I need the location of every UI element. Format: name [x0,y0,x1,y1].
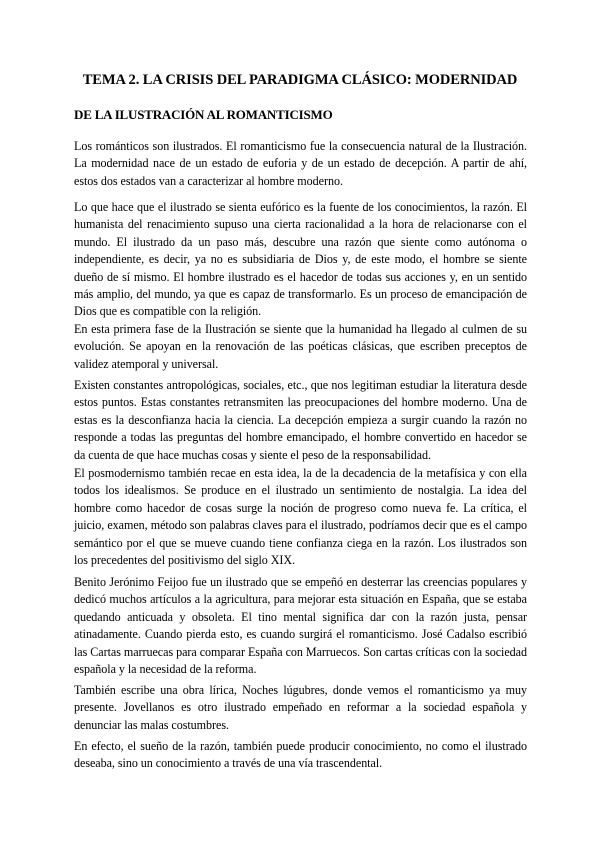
paragraph-2: Lo que hace que el ilustrado se sienta eufórico es la fuente de los conocimientos, la razón. El humanista del renacimiento supuso una cierta racionalidad a la hora de relacionarse con el mundo. El ilustrado da un paso más, descubre una razón que siente como autónoma o independiente, es decir, ya no es subsidiaria de Dios y, de este modo, el hombre se siente dueño de sí mismo. El hombre ilustrado es el hacedor de todas sus acciones y, en un sentido más amplio, del mundo, ya que es capaz de transformarlo. Es un proceso de emancipación de Dios que es compatible con la religión. [74,200,527,319]
paragraph-3: En esta primera fase de la Ilustración se siente que la humanidad ha llegado al culmen de su evolución. Se apoyan en la renovación de las poéticas clásicas, que escriben preceptos de validez atemporal y universal. [74,322,527,371]
section-heading: DE LA ILUSTRACIÓN AL ROMANTICISMO [74,107,333,122]
paragraph-6: Benito Jerónimo Feijoo fue un ilustrado que se empeñó en desterrar las creencias populares y dedicó muchos artículos a la agricultura, para mejorar esta situación en España, que se estaba quedando anticuada y obsoleta. El tino mental significa dar con la razón justa, pensar atinadamente. Cuando pierda esto, es cuando surgirá el romanticismo. José Cadalso escribió las Cartas marruecas para comparar España con Marruecos. Son cartas críticas con la sociedad española y la necesidad de la reforma. [74,575,527,677]
paragraph-4: Existen constantes antropológicas, sociales, etc., que nos legitiman estudiar la literatura desde estos puntos. Estas constantes retransmiten las preocupaciones del hombre moderno. Una de estas es la desconfianza hacia la ciencia. La decepción empieza a surgir cuando la razón no responde a todas las preguntas del hombre emancipado, el hombre convertido en hacedor se da cuenta de que hace muchas cosas y siente el peso de la responsabilidad. [74,378,527,462]
paragraph-5: El posmodernismo también recae en esta idea, la de la decadencia de la metafísica y con ella todos los idealismos. Se produce en el ilustrado un sentimiento de nostalgia. La idea del hombre como hacedor de cosas surge la noción de progreso como nueva fe. La crítica, el juicio, examen, método son palabras claves para el ilustrado, podríamos decir que es el campo semántico por el que se mueve cuando tiene confianza ciega en la razón. Los ilustrados son los precedentes del positivismo del siglo XIX. [74,466,527,568]
paragraph-1: Los románticos son ilustrados. El romanticismo fue la consecuencia natural de la Ilustración. La modernidad nace de un estado de euforia y de un estado de decepción. A partir de ahí, estos dos estados van a caracterizar al hombre moderno. [74,139,527,188]
page-title: TEMA 2. LA CRISIS DEL PARADIGMA CLÁSICO: MODERNIDAD [82,72,518,88]
paragraph-7: También escribe una obra lírica, Noches lúgubres, donde vemos el romanticismo ya muy presente. Jovellanos es otro ilustrado empeñado en reformar a la sociedad española y denunciar las malas costumbres. [74,683,527,732]
paragraph-8: En efecto, el sueño de la razón, también puede producir conocimiento, no como el ilustrado deseaba, sino un conocimiento a través de una vía trascendental. [74,739,527,771]
